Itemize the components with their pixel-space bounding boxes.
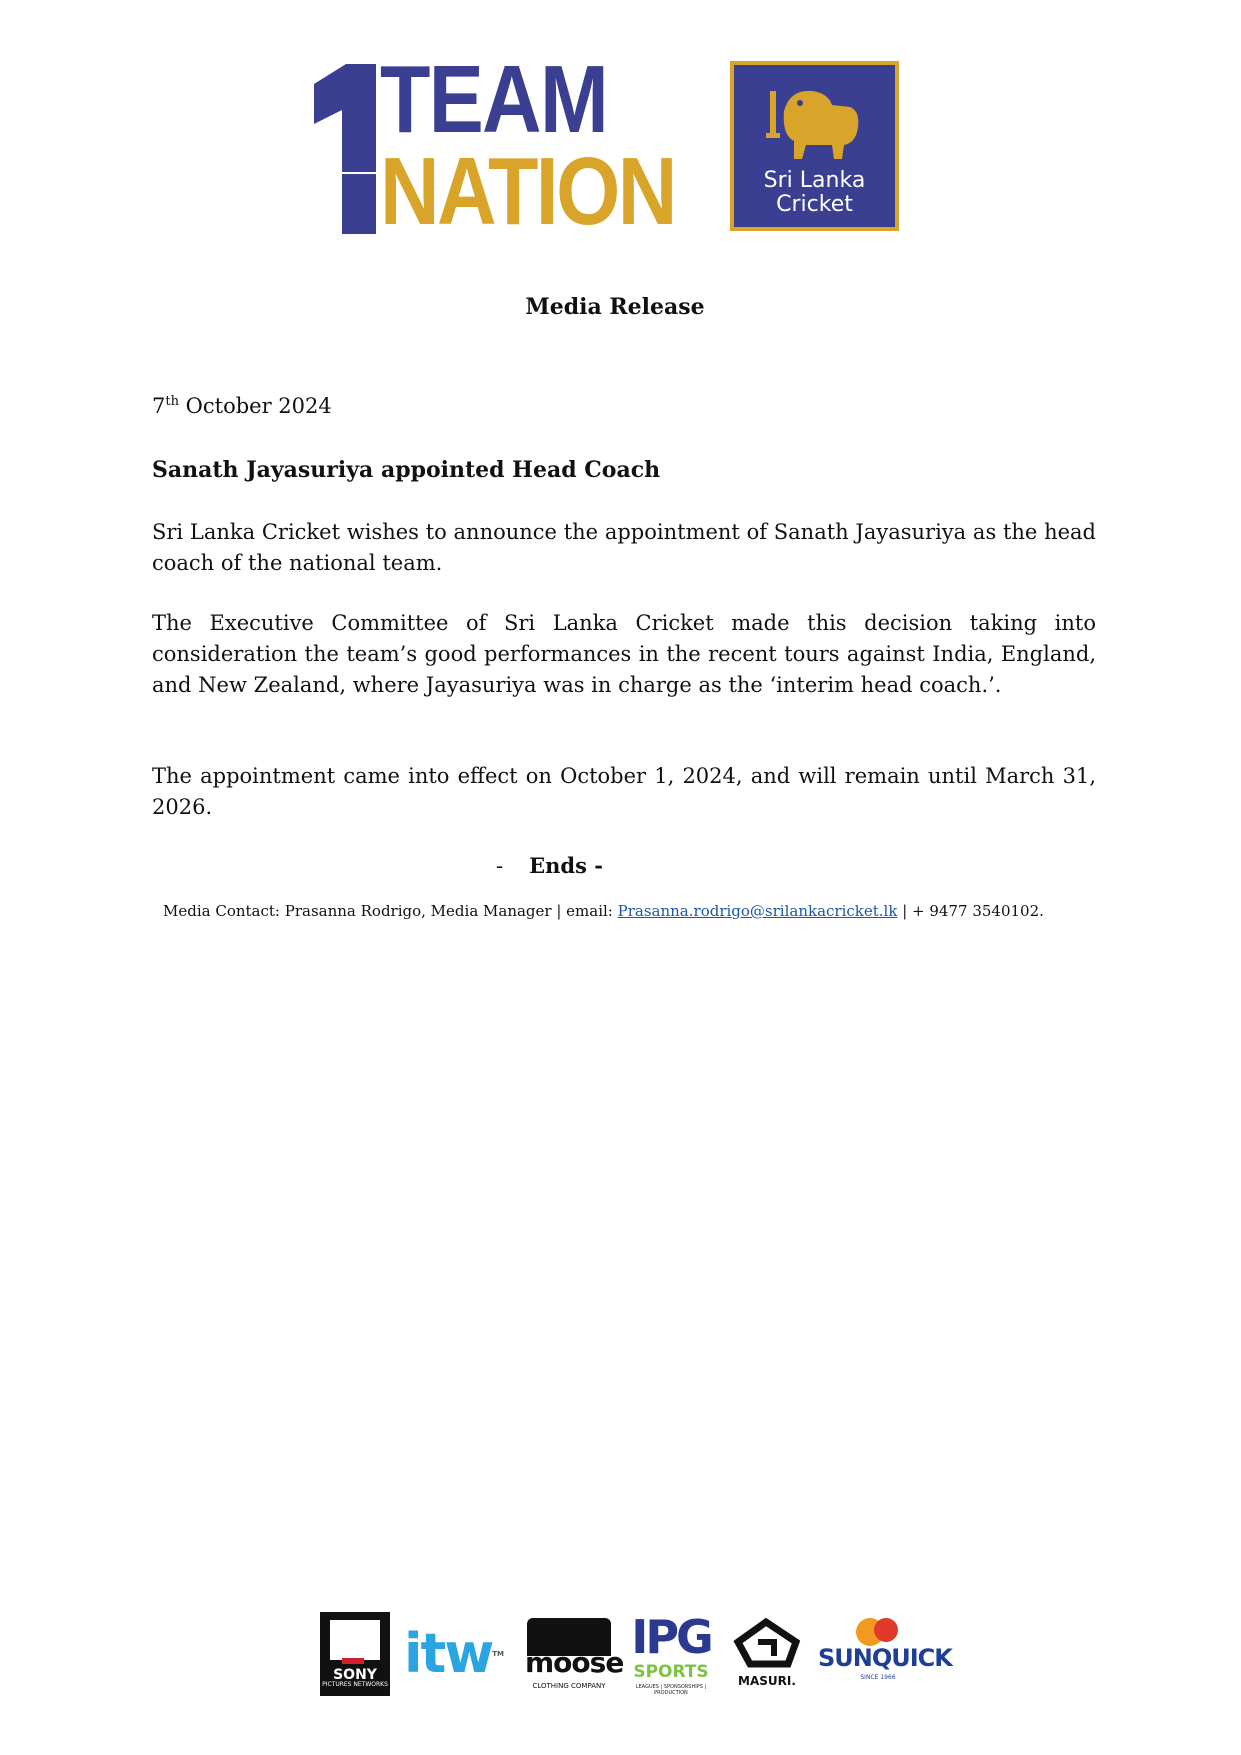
date-day: 7 (152, 394, 166, 418)
lion-icon (766, 83, 866, 163)
moose-sublabel: CLOTHING COMPANY (532, 1682, 606, 1690)
ends-label: Ends - (529, 853, 603, 878)
date-month-year: October 2024 (178, 394, 332, 418)
date-suffix: th (165, 394, 179, 409)
masuri-label: MASURI. (738, 1674, 796, 1688)
sunquick-logo (818, 1612, 952, 1696)
sunquick-fruit-icon (818, 1612, 938, 1648)
number-one-logo-mark (312, 62, 376, 234)
ipg-label: IPG (631, 1610, 711, 1664)
contact-prefix: Media Contact: Prasanna Rodrigo, Media Manager | email: (163, 902, 618, 920)
itw-logo (404, 1612, 508, 1696)
ipg-sublabel: LEAGUES | SPONSORSHIPS | PRODUCTION (635, 1684, 707, 1696)
sunquick-label: SUNQUICK (818, 1644, 952, 1672)
sony-s-mark-icon (330, 1620, 380, 1660)
slc-name-line1: Sri Lanka (763, 168, 866, 193)
ipg-sports-logo (630, 1612, 712, 1696)
itw-label: itw (404, 1622, 493, 1685)
page-title: Media Release (525, 294, 705, 320)
email-link[interactable]: Prasanna.rodrigo@srilankacricket.lk (617, 902, 898, 920)
paragraph-effective-date: The appointment came into effect on October 1, 2024, and will remain until March 31, 2026. (152, 764, 1096, 819)
masuri-logo (730, 1612, 804, 1696)
sunquick-sublabel: SINCE 1966 (860, 1674, 896, 1681)
paragraph-decision: The Executive Committee of Sri Lanka Cricket made this decision taking into consideration the team’s good performances in the recent tours against India, England, and New Zealand, where Jayasuriya was in charge as the ‘interim head coach.’. (152, 611, 1096, 697)
sony-sublabel: PICTURES NETWORKS (322, 1681, 388, 1688)
ends-dash: - (496, 854, 504, 878)
release-title: Sanath Jayasuriya appointed Head Coach (152, 457, 661, 483)
logo-nation-text: NATION (380, 138, 675, 245)
media-contact (163, 902, 1044, 920)
slc-name-line2: Cricket (776, 192, 853, 217)
logo-team-text: TEAM (380, 46, 608, 153)
itw-trademark: TM (492, 1650, 504, 1658)
masuri-helmet-icon (730, 1612, 804, 1672)
ipg-sports-label: SPORTS (633, 1662, 709, 1682)
release-date (152, 394, 332, 418)
sony-red-bar-icon (342, 1658, 364, 1664)
sponsor-logos (320, 1612, 960, 1697)
sony-logo (320, 1612, 390, 1696)
sony-label: SONY (333, 1667, 377, 1683)
moose-label: moose (525, 1646, 624, 1679)
moose-logo (525, 1612, 624, 1696)
ends-marker (496, 853, 603, 878)
contact-phone: | + 9477 3540102. (897, 902, 1044, 920)
one-team-nation-logo (312, 46, 907, 245)
paragraph-announcement: Sri Lanka Cricket wishes to announce the appointment of Sanath Jayasuriya as the head coach of the national team. (152, 520, 1096, 575)
sri-lanka-cricket-logo (730, 61, 899, 231)
